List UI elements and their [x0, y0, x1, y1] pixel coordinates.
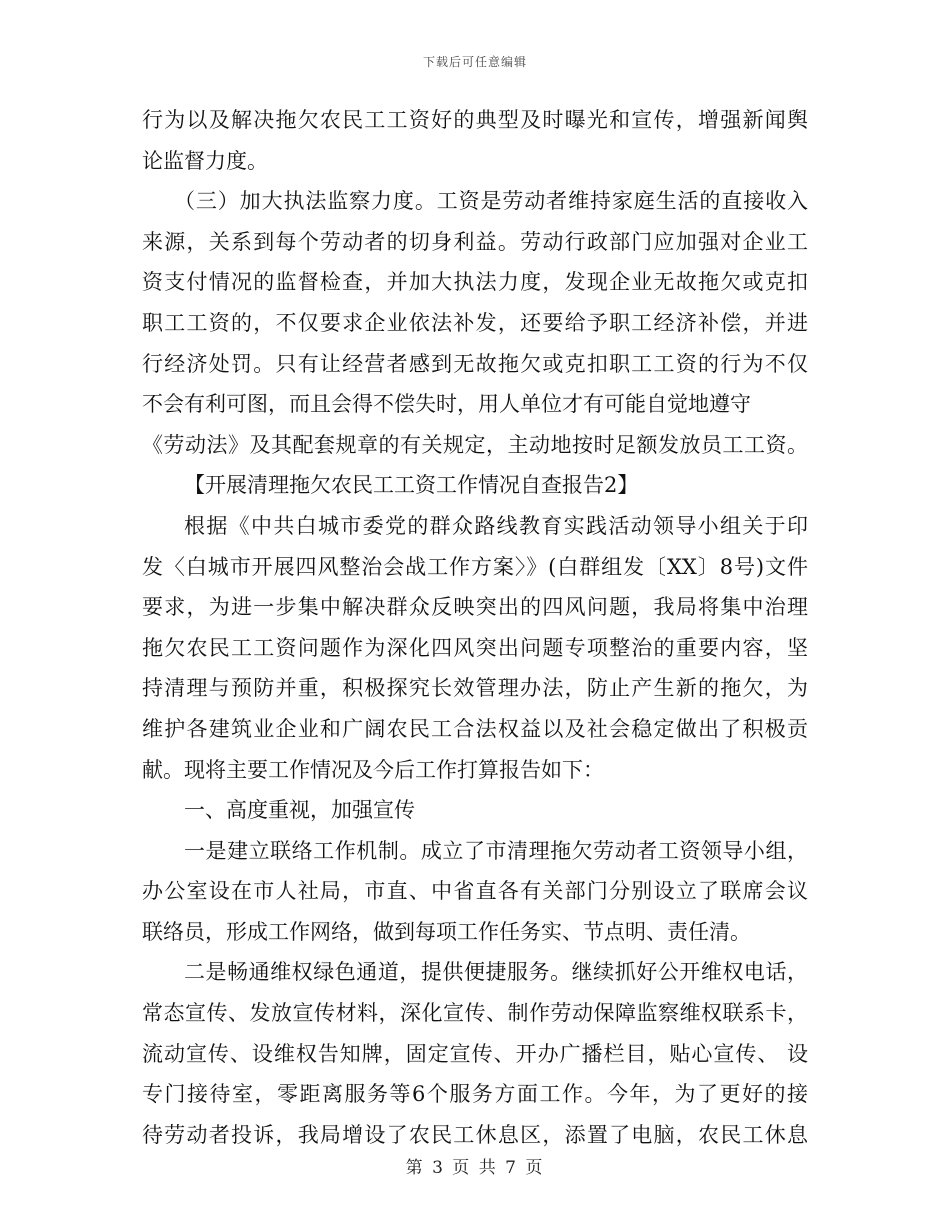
text-line: 根据《中共白城市委党的群众路线教育实践活动领导小组关于印: [184, 513, 808, 538]
text-line: 资支付情况的监督检查，并加大执法力度，发现企业无故拖欠或克扣: [142, 270, 808, 295]
text-line: 行为以及解决拖欠农民工工资好的典型及时曝光和宣传，增强新闻舆: [142, 108, 808, 132]
section-heading: 【开展清理拖欠农民工工资工作情况自查报告2】: [184, 473, 639, 498]
text-line: 流动宣传、设维权告知牌，固定宣传、开办广播栏目，贴心宣传、 设: [142, 1041, 808, 1066]
text-line: 二是畅通维权绿色通道，提供便捷服务。继续抓好公开维权电话，: [184, 960, 808, 985]
page-number: 第 3 页 共 7 页: [405, 1158, 545, 1178]
page-header-note: 下载后可任意编辑: [422, 55, 527, 69]
text-line: 不会有利可图，而且会得不偿失时，用人单位才有可能自觉地遵守: [142, 392, 751, 417]
text-line: 《劳动法》及其配套规章的有关规定，主动地按时足额发放员工工资。: [142, 432, 808, 457]
text-line: （三）加大执法监察力度。工资是劳动者维持家庭生活的直接收入: [174, 189, 808, 214]
text-line: 持清理与预防并重，积极探究长效管理办法，防止产生新的拖欠，为: [142, 676, 808, 701]
text-line: 常态宣传、发放宣传材料，深化宣传、制作劳动保障监察维权联系卡，: [142, 1001, 808, 1026]
text-line: 联络员，形成工作网络，做到每项工作任务实、节点明、责任清。: [142, 919, 751, 944]
text-line: 要求，为进一步集中解决群众反映突出的四风问题，我局将集中治理: [142, 595, 808, 620]
text-line: 拖欠农民工工资问题作为深化四风突出问题专项整治的重要内容，坚: [142, 635, 808, 660]
subsection-heading: 一、高度重视，加强宣传: [184, 798, 415, 823]
text-line: 来源，关系到每个劳动者的切身利益。劳动行政部门应加强对企业工: [142, 229, 808, 254]
text-line: 一是建立联络工作机制。成立了市清理拖欠劳动者工资领导小组，: [184, 838, 808, 863]
text-line: 维护各建筑业企业和广阔农民工合法权益以及社会稳定做出了积极贡: [142, 716, 808, 741]
text-line: 献。现将主要工作情况及今后工作打算报告如下：: [142, 757, 604, 782]
text-line: 职工工资的，不仅要求企业依法补发，还要给予职工经济补偿，并进: [142, 310, 808, 335]
text-line: 行经济处罚。只有让经营者感到无故拖欠或克扣职工工资的行为不仅: [142, 351, 808, 376]
text-line: 发〈白城市开展四风整治会战工作方案〉》(白群组发〔XX〕8号)文件: [142, 554, 808, 579]
text-line: 待劳动者投诉，我局增设了农民工休息区，添置了电脑，农民工休息: [142, 1122, 808, 1147]
text-line: 专门接待室，零距离服务等6个服务方面工作。今年，为了更好的接: [142, 1082, 808, 1107]
text-line: 办公室设在市人社局，市直、中省直各有关部门分别设立了联席会议: [142, 879, 808, 904]
text-line: 论监督力度。: [142, 148, 268, 173]
document-body: [142, 100, 808, 1155]
